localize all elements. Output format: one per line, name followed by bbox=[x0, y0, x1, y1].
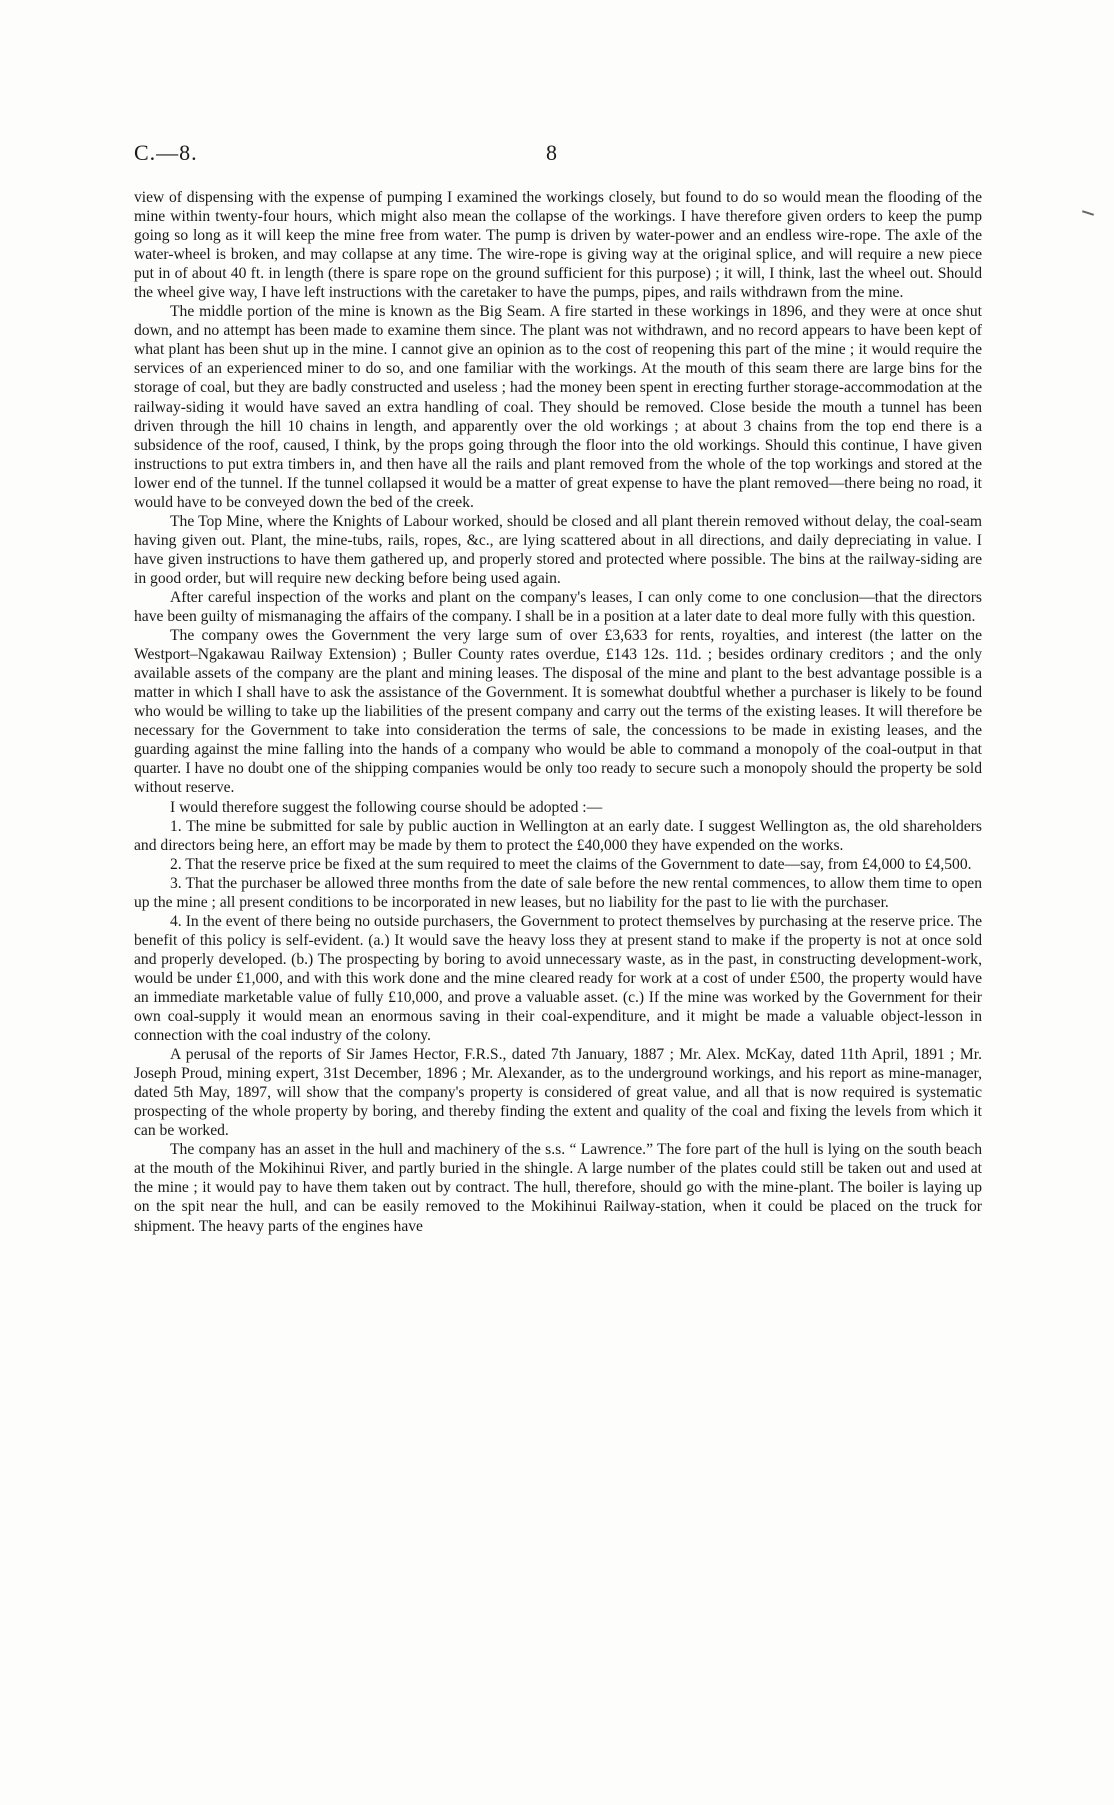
paragraph-continuation: view of dispensing with the expense of pumping I examined the workings closely, but found to do so would mean the flooding of the mine within twenty-four hours, which might also mean the collapse of the workings. I have therefore given orders to keep the pump going so long as it will keep the mine free from water. The pump is driven by water-power and an endless wire-rope. The axle of the water-wheel is broken, and may collapse at any time. The wire-rope is giving way at the original splice, and will require a new piece put in of about 40 ft. in length (there is spare rope on the ground sufficient for this purpose) ; it will, I think, last the wheel out. Should the wheel give way, I have left instructions with the caretaker to have the pumps, pipes, and rails withdrawn from the mine. bbox=[134, 189, 982, 302]
paragraph-suggestion-intro: I would therefore suggest the following course should be adopted :— bbox=[170, 798, 603, 816]
document-reference: C.—8. bbox=[134, 140, 198, 165]
page-number: 8 bbox=[546, 140, 557, 165]
paragraph-debts: The company owes the Government the very large sum of over £3,633 for rents, royalties, and interest (the latter on the Westport–Ngakawau Railway Extension) ; Buller County rates overdue, £143 12s. 11d. ; besides ordinary creditors ; and the only available assets of the company are the plant and mining leases. The disposal of the mine and plant to the best advantage possible is a matter in which I shall have to ask the assistance of the Government. It is somewhat doubtful whether a purchaser is likely to be found who would be willing to take up the liabilities of the present company and carry out the terms of the existing leases. It will therefore be necessary for the Government to take into consideration the terms of sale, the concessions to be made in existing leases, and the guarding against the mine falling into the hands of a company who would be able to command a monopoly of the coal-output in that quarter. I have no doubt one of the shipping companies would be only too ready to secure such a monopoly should the property be sold without reserve. bbox=[134, 627, 982, 797]
suggestion-item-4: 4. In the event of there being no outside purchasers, the Government to protect themselves by purchasing at the reserve price. The benefit of this policy is self-evident. (a.) It would save the heavy loss they at present stand to make if the property is not at once sold and properly developed. (b.) The prospecting by boring to avoid unnecessary waste, as in the past, in constructing development-work, would be under £1,000, and with this work done and the mine cleared ready for work at a cost of under £500, the property would have an immediate marketable value of fully £10,000, and prove a valuable asset. (c.) If the mine was worked by the Government for their own coal-supply it would mean an enormous saving in their coal-expenditure, and it might be made a valuable object-lesson in connection with the coal industry of the colony. bbox=[134, 912, 982, 1045]
paragraph-reports: A perusal of the reports of Sir James Hector, F.R.S., dated 7th January, 1887 ; Mr. Alex. McKay, dated 11th April, 1891 ; Mr. Joseph Proud, mining expert, 31st December, 1896 ; Mr. Alexander, as to the underground workings, and his report as mine-manager, dated 5th May, 1897, will show that the company's property is considered of great value, and all that is now required is systematic prospecting of the whole property by boring, and thereby finding the extent and quality of the coal and fixing the levels from which it can be worked. bbox=[134, 1046, 982, 1140]
suggestion-item-1: 1. The mine be submitted for sale by public auction in Wellington at an early date. I suggest Wellington as, the old shareholders and directors being here, an effort may be made by them to protect the £40,000 they have expended on the works. bbox=[134, 817, 982, 854]
margin-mark bbox=[1082, 210, 1094, 216]
paragraph-top-mine: The Top Mine, where the Knights of Labour worked, should be closed and all plant therein removed without delay, the coal-seam having given out. Plant, the mine-tubs, rails, ropes, &c., are lying scattered about in all directions, and daily depreciating in value. I have given instructions to have them gathered up, and properly stored and protected where possible. The bins at the railway-siding are in good order, but will require new decking before being used again. bbox=[134, 512, 982, 587]
paragraph-lawrence: The company has an asset in the hull and machinery of the s.s. “ Lawrence.” The fore part of the hull is lying on the south beach at the mouth of the Mokihinui River, and partly buried in the shingle. A large number of the plates could still be taken out and used at the mine ; it would pay to have them taken out by contract. The hull, therefore, should go with the mine-plant. The boiler is laying up on the spit near the hull, and can be easily removed to the Mokihinui Railway-station, when it could be placed on the truck for shipment. The heavy parts of the engines have bbox=[134, 1141, 982, 1235]
page-header bbox=[134, 140, 982, 170]
paragraph-conclusion: After careful inspection of the works and plant on the company's leases, I can only come to one conclusion—that the directors have been guilty of mismanaging the affairs of the company. I shall be in a position at a later date to deal more fully with this question. bbox=[134, 588, 982, 626]
suggestion-item-3: 3. That the purchaser be allowed three months from the date of sale before the new rental commences, to allow them time to open up the mine ; all present conditions to be incorporated in new leases, but no liability for the past to lie with the purchaser. bbox=[134, 874, 982, 911]
paragraph-big-seam: The middle portion of the mine is known as the Big Seam. A fire started in these workings in 1896, and they were at once shut down, and no attempt has been made to examine them since. The plant was not withdrawn, and no record appears to have been kept of what plant has been shut up in the mine. I cannot give an opinion as to the cost of reopening this part of the mine ; it would require the services of an experienced miner to do so, and one familiar with the workings. At the mouth of this seam there are large bins for the storage of coal, but they are badly constructed and useless ; had the money been spent in erecting further storage-accommodation at the railway-siding it would have saved an extra handling of coal. They should be removed. Close beside the mouth a tunnel has been driven through the hill 10 chains in length, and apparently over the old workings ; at about 3 chains from the top end there is a subsidence of the roof, caused, I think, by the props going through the floor into the old workings. Should this continue, I have given instructions to put extra timbers in, and then have all the rails and plant removed from the whole of the top workings and stored at the lower end of the tunnel. If the tunnel collapsed it would be a matter of great expense to have the plant removed—there being no road, it would have to be conveyed down the bed of the creek. bbox=[134, 303, 982, 511]
suggestion-item-2: 2. That the reserve price be fixed at the sum required to meet the claims of the Government to date—say, from £4,000 to £4,500. bbox=[170, 855, 972, 873]
body-text bbox=[134, 188, 982, 1236]
